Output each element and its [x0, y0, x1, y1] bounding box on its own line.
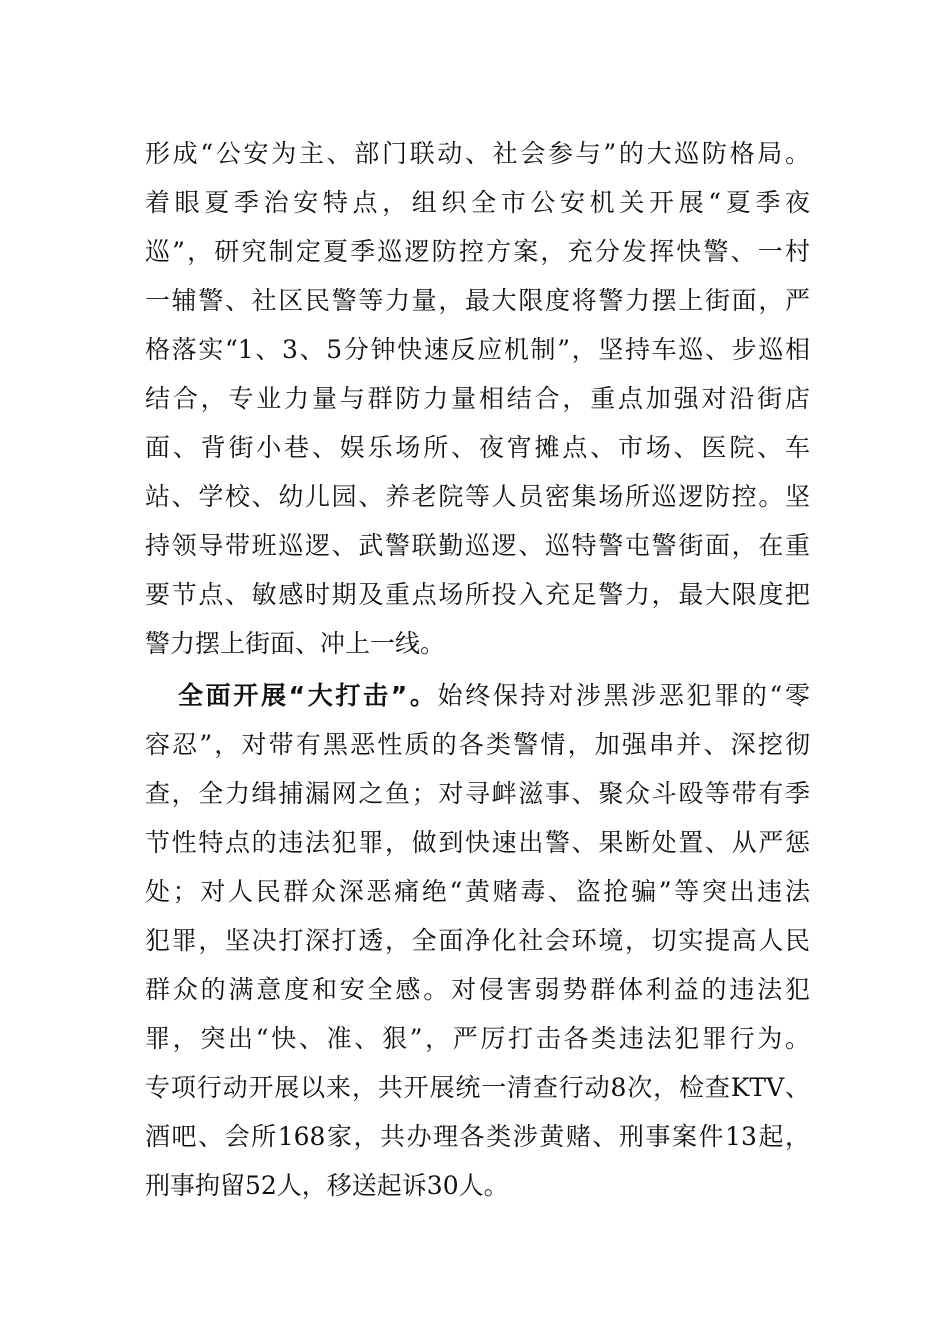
text-line: 面、背街小巷、娱乐场所、夜宵摊点、市场、医院、车 [145, 433, 810, 462]
text-line: 着眼夏季治安特点，组织全市公安机关开展“夏季夜 [145, 188, 810, 217]
text-line: 结合，专业力量与群防力量相结合，重点加强对沿街店 [145, 384, 810, 413]
text-line-first [178, 674, 810, 718]
text-line: 一辅警、社区民警等力量，最大限度将警力摆上街面，严 [145, 286, 810, 315]
text-line: 格落实“1、3、5分钟快速反应机制”，坚持车巡、步巡相 [145, 335, 810, 364]
text-line: 犯罪，坚决打深打透，全面净化社会环境，切实提高人民 [145, 926, 810, 955]
text-line: 巡”，研究制定夏季巡逻防控方案，充分发挥快警、一村 [145, 237, 810, 266]
text-line: 要节点、敏感时期及重点场所投入充足警力，最大限度把 [145, 580, 810, 609]
text-line: 容忍”，对带有黑恶性质的各类警情，加强串并、深挖彻 [145, 730, 810, 759]
text-line: 酒吧、会所168家，共办理各类涉黄赌、刑事案件13起， [145, 1122, 810, 1151]
text-line: 持领导带班巡逻、武警联勤巡逻、巡特警屯警街面，在重 [145, 531, 810, 560]
text-line: 刑事拘留52人，移送起诉30人。 [145, 1171, 509, 1200]
text-line: 形成“公安为主、部门联动、社会参与”的大巡防格局。 [145, 139, 810, 168]
text-line: 站、学校、幼儿园、养老院等人员密集场所巡逻防控。坚 [145, 482, 810, 511]
text-line: 节性特点的违法犯罪，做到快速出警、果断处置、从严惩 [145, 828, 810, 857]
text-line: 专项行动开展以来，共开展统一清查行动8次，检查KTV、 [145, 1073, 810, 1102]
text-line: 罪，突出“快、准、狠”，严厉打击各类违法犯罪行为。 [145, 1024, 810, 1053]
text-line: 群众的满意度和安全感。对侵害弱势群体利益的违法犯 [145, 975, 810, 1004]
paragraph-heading-rest: 始终保持对涉黑涉恶犯罪的“零 [437, 681, 810, 710]
text-line: 警力摆上街面、冲上一线。 [145, 629, 446, 658]
text-line: 查，全力缉捕漏网之鱼；对寻衅滋事、聚众斗殴等带有季 [145, 779, 810, 808]
paragraph-heading: 全面开展“大打击”。 [178, 681, 438, 710]
text-line: 处；对人民群众深恶痛绝“黄赌毒、盗抢骗”等突出违法 [145, 877, 810, 906]
